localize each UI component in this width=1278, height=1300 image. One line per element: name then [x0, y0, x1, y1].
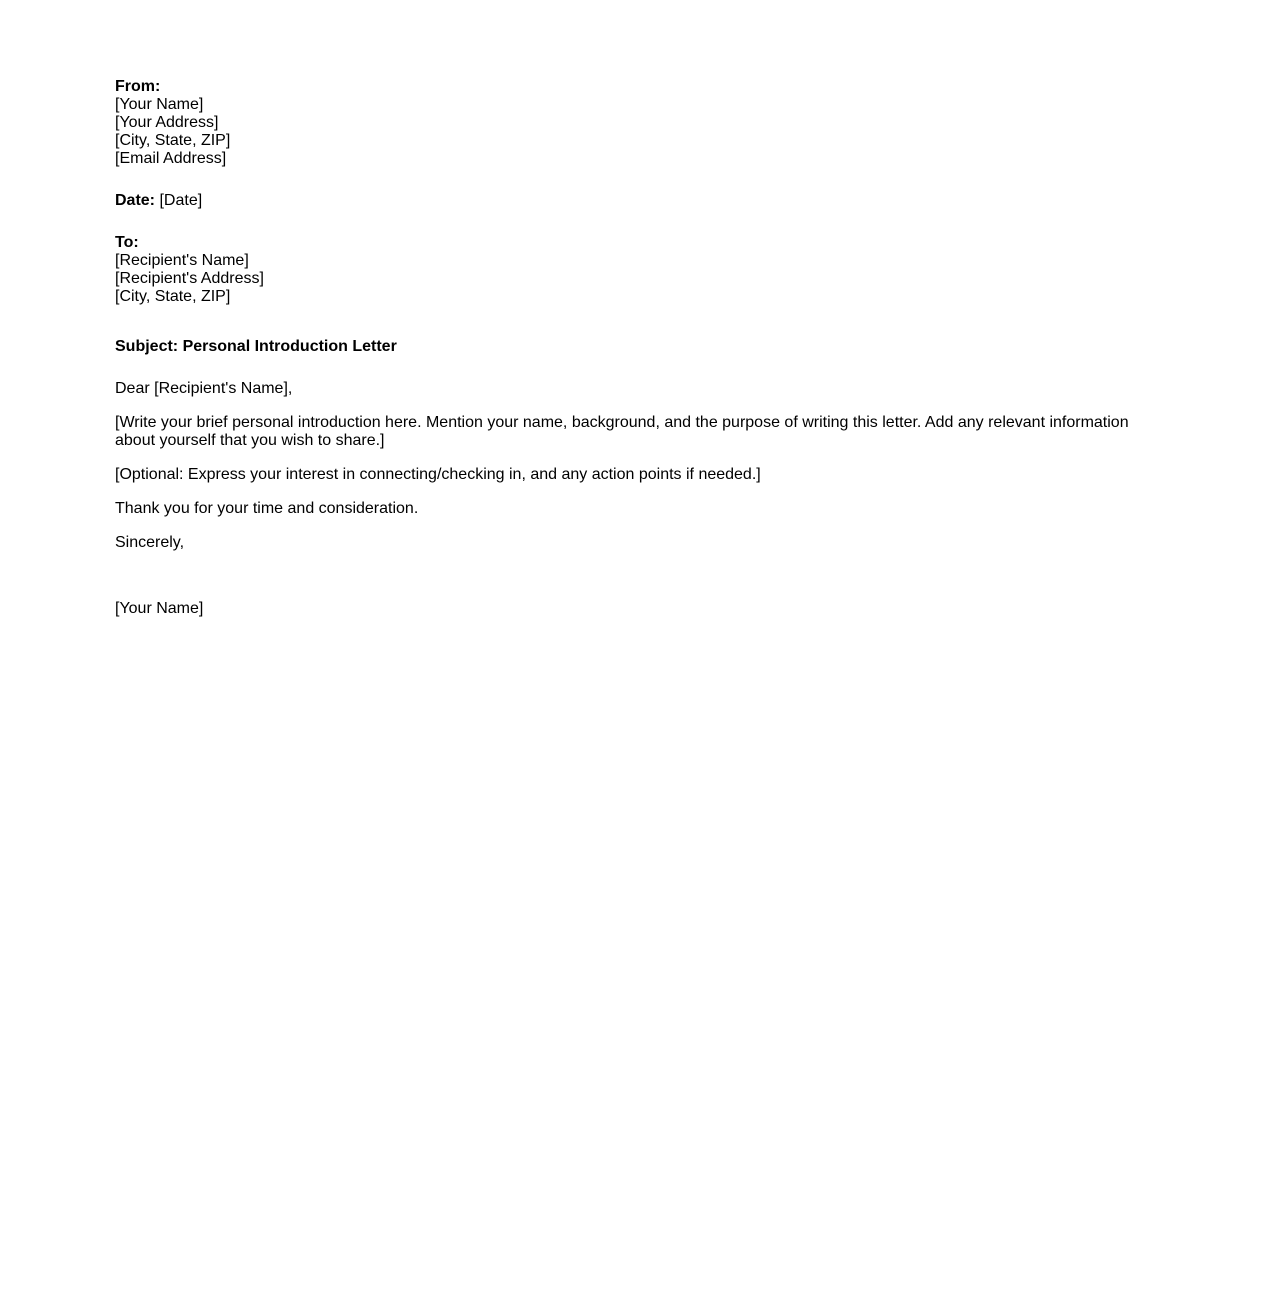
from-label: From:	[115, 78, 161, 95]
to-block	[115, 234, 1155, 306]
from-address: [Your Address]	[115, 114, 219, 131]
intro-paragraph: [Write your brief personal introduction here. Mention your name, background, and the purpose of writing this letter. Add any relevant information about yourself that you wish to share.]	[115, 414, 1129, 449]
optional-paragraph: [Optional: Express your interest in connecting/checking in, and any action points if needed.]	[115, 466, 761, 483]
closing: Sincerely,	[115, 534, 185, 551]
from-city-state-zip: [City, State, ZIP]	[115, 132, 231, 149]
salutation: Dear [Recipient's Name],	[115, 380, 293, 397]
date-value: [Date]	[159, 192, 203, 209]
from-email: [Email Address]	[115, 150, 227, 167]
letter-template	[115, 78, 1155, 618]
from-name: [Your Name]	[115, 96, 204, 113]
from-block	[115, 78, 1155, 168]
to-label: To:	[115, 234, 139, 251]
date-label: Date:	[115, 192, 156, 209]
subject-line: Subject: Personal Introduction Letter	[115, 338, 397, 355]
recipient-city-state-zip: [City, State, ZIP]	[115, 288, 231, 305]
signature-name: [Your Name]	[115, 600, 204, 617]
thanks-paragraph: Thank you for your time and consideration.	[115, 500, 419, 517]
date-line	[115, 192, 1155, 210]
recipient-address: [Recipient's Address]	[115, 270, 264, 287]
recipient-name: [Recipient's Name]	[115, 252, 249, 269]
